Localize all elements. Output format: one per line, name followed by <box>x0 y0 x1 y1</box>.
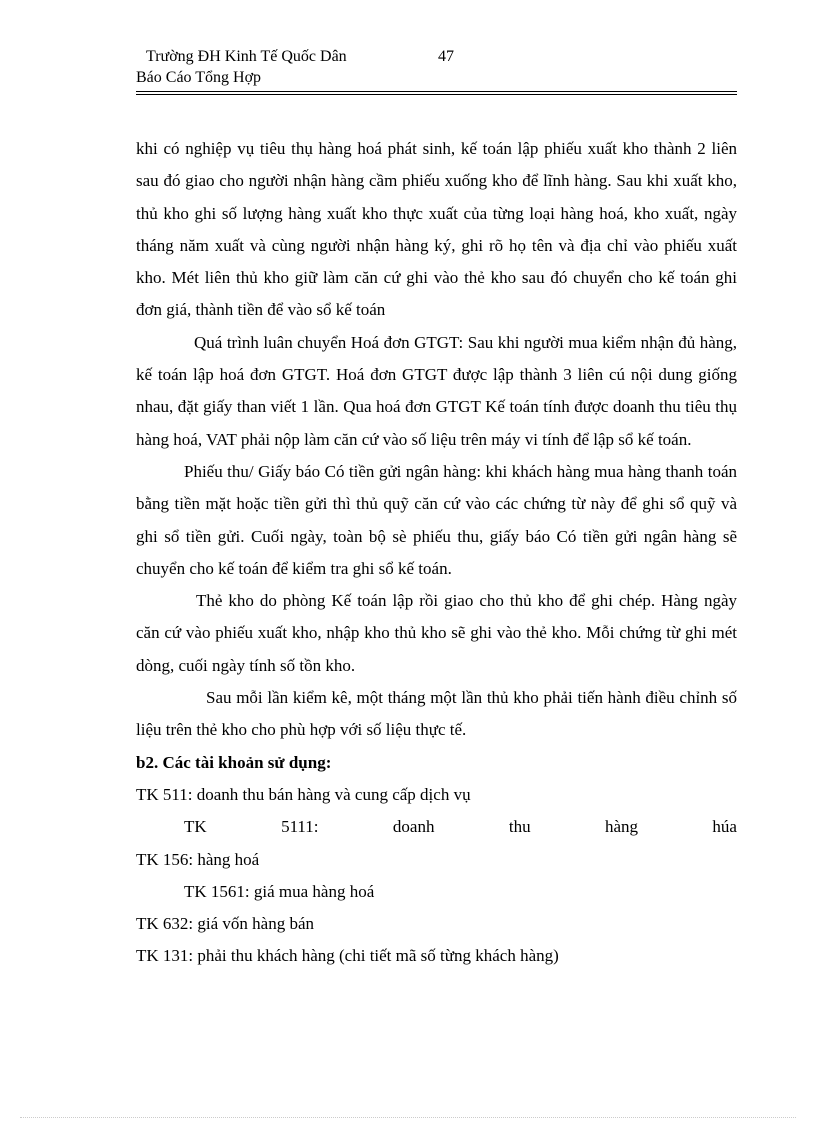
paragraph-vat-invoice: Quá trình luân chuyển Hoá đơn GTGT: Sau khi người mua kiểm nhận đủ hàng, kế toán lập hoá đơn GTGT. Hoá đơn GTGT được lập thành 3 liên cú nội dung giống nhau, đặt giấy than viết 1 lần. Qua hoá đơn GTGT Kế toán tính được doanh thu tiêu thụ hàng hoá, VAT phải nộp làm căn cứ vào số liệu trên máy vi tính để lập sổ kế toán. <box>136 332 737 449</box>
page-number: 47 <box>438 48 454 65</box>
header-document-title: Báo Cáo Tổng Hợp <box>136 69 262 86</box>
paragraph-inventory-check: Sau mỗi lần kiểm kê, một tháng một lần thủ kho phải tiến hành điều chỉnh số liệu trên thẻ kho cho phù hợp với số liệu thực tế. <box>136 688 737 740</box>
account-5111-part: húa <box>712 817 737 837</box>
account-5111-part: 5111: <box>281 817 319 837</box>
header-school-name: Trường ĐH Kinh Tế Quốc Dân <box>146 48 347 65</box>
account-1561: TK 1561: giá mua hàng hoá <box>184 881 375 901</box>
account-511: TK 511: doanh thu bán hàng và cung cấp dịch vụ <box>136 784 471 804</box>
paragraph-receipt: Phiếu thu/ Giấy báo Có tiền gửi ngân hàng: khi khách hàng mua hàng thanh toán bằng tiền mặt hoặc tiền gửi thì thủ quỹ căn cứ vào các chứng từ này để ghi sổ quỹ và ghi sổ tiền gửi. Cuối ngày, toàn bộ sè phiếu thu, giấy báo Có tiền gửi ngân hàng sẽ chuyển cho kế toán để kiểm tra ghi sổ kế toán. <box>136 461 737 578</box>
account-5111-part: thu <box>508 817 531 837</box>
paragraph-stock-card: Thẻ kho do phòng Kế toán lập rồi giao cho thủ kho để ghi chép. Hàng ngày căn cứ vào phiếu xuất kho, nhập kho thủ kho sẽ ghi vào thẻ kho. Mỗi chứng từ ghi mét dòng, cuối ngày tính số tồn kho. <box>136 591 737 675</box>
paragraph-export-slip: khi có nghiệp vụ tiêu thụ hàng hoá phát sinh, kế toán lập phiếu xuất kho thành 2 liên sau đó giao cho người nhận hàng cầm phiếu xuống kho để lĩnh hàng. Sau khi xuất kho, thủ kho ghi số lượng hàng xuất kho thực xuất của từng loại hàng hoá, kho xuất, ngày tháng năm xuất và cùng người nhận hàng ký, ghi rõ họ tên và địa chỉ vào phiếu xuất kho. Mét liên thủ kho giữ làm căn cứ ghi vào thẻ kho sau đó chuyển cho kế toán ghi đơn giá, thành tiền để vào sổ kế toán <box>136 139 737 320</box>
page-bottom-border <box>20 1117 796 1118</box>
account-5111 <box>136 811 737 843</box>
header-rule-top <box>136 91 737 92</box>
account-131: TK 131: phải thu khách hàng (chi tiết mã số từng khách hàng) <box>136 946 559 966</box>
account-156: TK 156: hàng hoá <box>136 849 260 869</box>
header-rule-bottom <box>136 94 737 95</box>
account-5111-part: doanh <box>392 817 435 837</box>
section-heading: b2. Các tài khoản sử dụng: <box>136 752 332 772</box>
account-5111-part: TK <box>184 817 207 837</box>
body-content <box>136 133 737 973</box>
account-5111-part: hàng <box>604 817 639 837</box>
account-632: TK 632: giá vốn hàng bán <box>136 914 314 934</box>
